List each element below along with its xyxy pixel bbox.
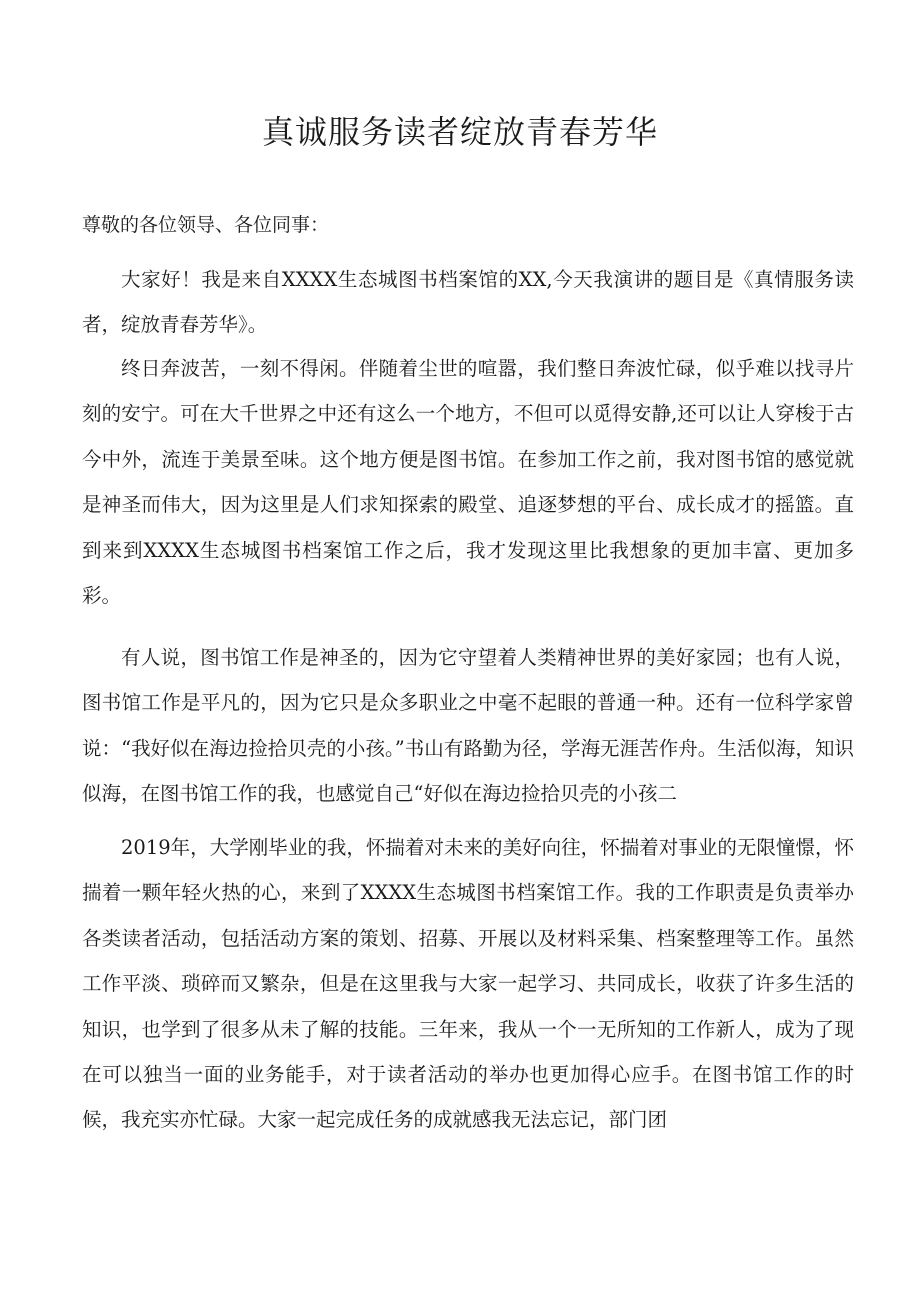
paragraph-library-work: 有人说，图书馆工作是神圣的，因为它守望着人类精神世界的美好家园；也有人说，图书馆工作是平凡的，因为它只是众多职业之中毫不起眼的普通一种。还有一位科学家曾说：“我好似在海边捡拾贝壳的小孩。”书山有路勤为径，学海无涯苦作舟。生活似海，知识似海，在图书馆工作的我，也感觉自己“好似在海边捡拾贝壳的小孩二 [82, 646, 854, 806]
paragraph-personal-story: 2019年，大学刚毕业的我，怀揣着对未来的美好向往，怀揣着对事业的无限憧憬，怀揣着一颗年轻火热的心，来到了XXXX生态城图书档案馆工作。我的工作职责是负责举办各类读者活动，包括活动方案的策划、招募、开展以及材料采集、档案整理等工作。虽然工作平淡、琐碎而又繁杂，但是在这里我与大家一起学习、共同成长，收获了许多生活的知识，也学到了很多从未了解的技能。三年来，我从一个一无所知的工作新人，成为了现在可以独当一面的业务能手，对于读者活动的举办也更加得心应手。在图书馆工作的时候，我充实亦忙碌。大家一起完成任务的成就感我无法忘记，部门团 [82, 836, 854, 1132]
document-title: 真诚服务读者绽放青春芳华 [261, 113, 658, 151]
paragraph-library-intro: 终日奔波苦，一刻不得闲。伴随着尘世的喧嚣，我们整日奔波忙碌，似乎难以找寻片刻的安宁。可在大千世界之中还有这么一个地方，不但可以觅得安静,还可以让人穿梭于古今中外，流连于美景至味。这个地方便是图书馆。在参加工作之前，我对图书馆的感觉就是神圣而伟大，因为这里是人们求知探索的殿堂、追逐梦想的平台、成长成才的摇篮。直到来到XXXX生态城图书档案馆工作之后，我才发现这里比我想象的更加丰富、更加多彩。 [82, 357, 854, 608]
salutation: 尊敬的各位领导、各位同事： [82, 214, 330, 236]
paragraph-greeting: 大家好！我是来自XXXX生态城图书档案馆的XX,今天我演讲的题目是《真情服务读者，绽放青春芳华》。 [82, 268, 854, 337]
